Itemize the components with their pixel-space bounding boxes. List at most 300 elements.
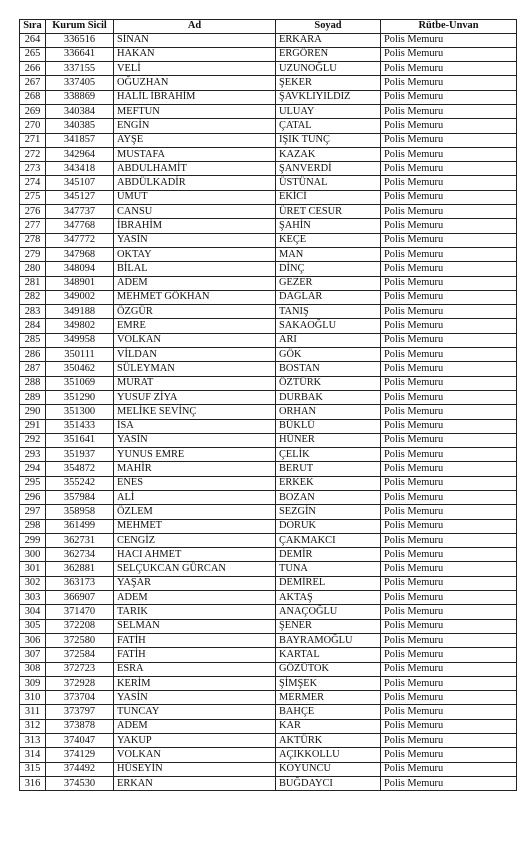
cell-rutbe-unvan: Polis Memuru xyxy=(381,548,517,562)
cell-sira: 270 xyxy=(20,119,46,133)
table-row xyxy=(20,776,517,790)
cell-rutbe-unvan: Polis Memuru xyxy=(381,662,517,676)
table-row xyxy=(20,533,517,547)
cell-sira: 316 xyxy=(20,776,46,790)
cell-soyad: BERUT xyxy=(276,462,381,476)
cell-kurum-sicil: 348901 xyxy=(46,276,114,290)
cell-kurum-sicil: 337405 xyxy=(46,76,114,90)
cell-sira: 286 xyxy=(20,348,46,362)
cell-kurum-sicil: 373878 xyxy=(46,719,114,733)
cell-ad: YUSUF ZİYA xyxy=(114,390,276,404)
cell-kurum-sicil: 336641 xyxy=(46,47,114,61)
table-row xyxy=(20,462,517,476)
cell-soyad: ARI xyxy=(276,333,381,347)
table-row xyxy=(20,476,517,490)
cell-kurum-sicil: 343418 xyxy=(46,162,114,176)
cell-kurum-sicil: 337155 xyxy=(46,62,114,76)
cell-sira: 300 xyxy=(20,548,46,562)
cell-soyad: ŞANVERDİ xyxy=(276,162,381,176)
cell-kurum-sicil: 349802 xyxy=(46,319,114,333)
cell-rutbe-unvan: Polis Memuru xyxy=(381,119,517,133)
cell-ad: YAŞAR xyxy=(114,576,276,590)
cell-soyad: BAHÇE xyxy=(276,705,381,719)
cell-soyad: BAYRAMOĞLU xyxy=(276,633,381,647)
cell-sira: 310 xyxy=(20,691,46,705)
cell-soyad: KARTAL xyxy=(276,648,381,662)
cell-soyad: MERMER xyxy=(276,691,381,705)
cell-sira: 275 xyxy=(20,190,46,204)
cell-sira: 280 xyxy=(20,262,46,276)
cell-soyad: ERGÖREN xyxy=(276,47,381,61)
table-row xyxy=(20,305,517,319)
cell-soyad: AKTAŞ xyxy=(276,591,381,605)
cell-rutbe-unvan: Polis Memuru xyxy=(381,462,517,476)
cell-kurum-sicil: 349958 xyxy=(46,333,114,347)
cell-soyad: ORHAN xyxy=(276,405,381,419)
cell-sira: 292 xyxy=(20,433,46,447)
cell-kurum-sicil: 354872 xyxy=(46,462,114,476)
cell-sira: 273 xyxy=(20,162,46,176)
cell-soyad: BUĞDAYCI xyxy=(276,776,381,790)
cell-rutbe-unvan: Polis Memuru xyxy=(381,519,517,533)
table-row xyxy=(20,748,517,762)
cell-rutbe-unvan: Polis Memuru xyxy=(381,305,517,319)
cell-ad: UMUT xyxy=(114,190,276,204)
cell-kurum-sicil: 373797 xyxy=(46,705,114,719)
cell-kurum-sicil: 347768 xyxy=(46,219,114,233)
table-row xyxy=(20,47,517,61)
cell-rutbe-unvan: Polis Memuru xyxy=(381,619,517,633)
cell-soyad: BOZAN xyxy=(276,491,381,505)
cell-ad: YUNUS EMRE xyxy=(114,448,276,462)
cell-rutbe-unvan: Polis Memuru xyxy=(381,247,517,261)
cell-rutbe-unvan: Polis Memuru xyxy=(381,348,517,362)
cell-sira: 272 xyxy=(20,147,46,161)
cell-rutbe-unvan: Polis Memuru xyxy=(381,433,517,447)
cell-rutbe-unvan: Polis Memuru xyxy=(381,33,517,47)
cell-rutbe-unvan: Polis Memuru xyxy=(381,734,517,748)
cell-ad: TUNCAY xyxy=(114,705,276,719)
cell-sira: 307 xyxy=(20,648,46,662)
cell-sira: 267 xyxy=(20,76,46,90)
header-soyad: Soyad xyxy=(276,20,381,34)
cell-sira: 266 xyxy=(20,62,46,76)
cell-ad: AYŞE xyxy=(114,133,276,147)
table-row xyxy=(20,691,517,705)
cell-rutbe-unvan: Polis Memuru xyxy=(381,190,517,204)
table-body xyxy=(20,33,517,791)
cell-kurum-sicil: 372723 xyxy=(46,662,114,676)
cell-soyad: ŞAHİN xyxy=(276,219,381,233)
cell-sira: 283 xyxy=(20,305,46,319)
cell-soyad: DEMİR xyxy=(276,548,381,562)
table-row xyxy=(20,147,517,161)
cell-soyad: AÇIKKOLLU xyxy=(276,748,381,762)
cell-ad: HACI AHMET xyxy=(114,548,276,562)
cell-soyad: DURBAK xyxy=(276,390,381,404)
cell-kurum-sicil: 350111 xyxy=(46,348,114,362)
cell-sira: 277 xyxy=(20,219,46,233)
cell-kurum-sicil: 345107 xyxy=(46,176,114,190)
cell-ad: FATİH xyxy=(114,648,276,662)
cell-sira: 288 xyxy=(20,376,46,390)
cell-ad: ALİ xyxy=(114,491,276,505)
cell-rutbe-unvan: Polis Memuru xyxy=(381,576,517,590)
cell-kurum-sicil: 351069 xyxy=(46,376,114,390)
cell-ad: SELÇUKCAN GÜRCAN xyxy=(114,562,276,576)
cell-kurum-sicil: 342964 xyxy=(46,147,114,161)
cell-rutbe-unvan: Polis Memuru xyxy=(381,405,517,419)
cell-kurum-sicil: 371470 xyxy=(46,605,114,619)
cell-rutbe-unvan: Polis Memuru xyxy=(381,205,517,219)
cell-kurum-sicil: 372584 xyxy=(46,648,114,662)
header-ad: Ad xyxy=(114,20,276,34)
table-row xyxy=(20,719,517,733)
cell-rutbe-unvan: Polis Memuru xyxy=(381,62,517,76)
cell-rutbe-unvan: Polis Memuru xyxy=(381,147,517,161)
cell-soyad: ÇAKMAKCI xyxy=(276,533,381,547)
cell-rutbe-unvan: Polis Memuru xyxy=(381,591,517,605)
cell-soyad: DEMİREL xyxy=(276,576,381,590)
cell-ad: YASİN xyxy=(114,691,276,705)
table-row xyxy=(20,619,517,633)
table-row xyxy=(20,119,517,133)
cell-kurum-sicil: 341857 xyxy=(46,133,114,147)
cell-sira: 290 xyxy=(20,405,46,419)
cell-ad: FATİH xyxy=(114,633,276,647)
cell-soyad: ŞENER xyxy=(276,619,381,633)
cell-soyad: DORUK xyxy=(276,519,381,533)
cell-ad: ENES xyxy=(114,476,276,490)
cell-ad: VELİ xyxy=(114,62,276,76)
cell-soyad: ÜSTÜNAL xyxy=(276,176,381,190)
cell-ad: ÖZGÜR xyxy=(114,305,276,319)
cell-ad: SİNAN xyxy=(114,33,276,47)
cell-soyad: SEZGİN xyxy=(276,505,381,519)
cell-rutbe-unvan: Polis Memuru xyxy=(381,748,517,762)
cell-sira: 311 xyxy=(20,705,46,719)
cell-kurum-sicil: 374047 xyxy=(46,734,114,748)
table-row xyxy=(20,562,517,576)
cell-ad: İBRAHİM xyxy=(114,219,276,233)
cell-rutbe-unvan: Polis Memuru xyxy=(381,719,517,733)
cell-sira: 312 xyxy=(20,719,46,733)
cell-kurum-sicil: 348094 xyxy=(46,262,114,276)
cell-soyad: HÜNER xyxy=(276,433,381,447)
table-row xyxy=(20,491,517,505)
cell-kurum-sicil: 362881 xyxy=(46,562,114,576)
cell-rutbe-unvan: Polis Memuru xyxy=(381,133,517,147)
cell-sira: 313 xyxy=(20,734,46,748)
cell-rutbe-unvan: Polis Memuru xyxy=(381,376,517,390)
cell-soyad: KOYUNCU xyxy=(276,762,381,776)
cell-soyad: ŞEKER xyxy=(276,76,381,90)
cell-kurum-sicil: 347737 xyxy=(46,205,114,219)
cell-rutbe-unvan: Polis Memuru xyxy=(381,491,517,505)
cell-ad: HAKAN xyxy=(114,47,276,61)
table-row xyxy=(20,247,517,261)
cell-rutbe-unvan: Polis Memuru xyxy=(381,262,517,276)
cell-ad: ADEM xyxy=(114,719,276,733)
cell-rutbe-unvan: Polis Memuru xyxy=(381,419,517,433)
cell-ad: CENGİZ xyxy=(114,533,276,547)
cell-rutbe-unvan: Polis Memuru xyxy=(381,691,517,705)
cell-soyad: ERKARA xyxy=(276,33,381,47)
cell-sira: 282 xyxy=(20,290,46,304)
cell-sira: 299 xyxy=(20,533,46,547)
cell-ad: VOLKAN xyxy=(114,748,276,762)
cell-sira: 314 xyxy=(20,748,46,762)
cell-ad: ABDULHAMİT xyxy=(114,162,276,176)
cell-soyad: MAN xyxy=(276,247,381,261)
cell-rutbe-unvan: Polis Memuru xyxy=(381,319,517,333)
cell-soyad: DİNÇ xyxy=(276,262,381,276)
cell-rutbe-unvan: Polis Memuru xyxy=(381,605,517,619)
cell-soyad: SAKAOĞLU xyxy=(276,319,381,333)
table-row xyxy=(20,90,517,104)
cell-rutbe-unvan: Polis Memuru xyxy=(381,676,517,690)
table-row xyxy=(20,419,517,433)
cell-soyad: TANIŞ xyxy=(276,305,381,319)
cell-ad: TARIK xyxy=(114,605,276,619)
cell-rutbe-unvan: Polis Memuru xyxy=(381,562,517,576)
cell-rutbe-unvan: Polis Memuru xyxy=(381,505,517,519)
cell-ad: ENGİN xyxy=(114,119,276,133)
cell-ad: MUSTAFA xyxy=(114,147,276,161)
cell-soyad: DAĞLAR xyxy=(276,290,381,304)
table-row xyxy=(20,376,517,390)
cell-sira: 308 xyxy=(20,662,46,676)
cell-kurum-sicil: 372580 xyxy=(46,633,114,647)
cell-sira: 295 xyxy=(20,476,46,490)
cell-soyad: GÖZÜTOK xyxy=(276,662,381,676)
table-row xyxy=(20,548,517,562)
table-row xyxy=(20,605,517,619)
table-row xyxy=(20,319,517,333)
cell-ad: BİLAL xyxy=(114,262,276,276)
cell-ad: KERİM xyxy=(114,676,276,690)
cell-ad: MEHMET xyxy=(114,519,276,533)
cell-soyad: ANAÇOĞLU xyxy=(276,605,381,619)
cell-ad: SELMAN xyxy=(114,619,276,633)
cell-sira: 269 xyxy=(20,104,46,118)
cell-kurum-sicil: 358958 xyxy=(46,505,114,519)
table-row xyxy=(20,233,517,247)
cell-rutbe-unvan: Polis Memuru xyxy=(381,90,517,104)
cell-sira: 304 xyxy=(20,605,46,619)
cell-sira: 309 xyxy=(20,676,46,690)
cell-ad: YASİN xyxy=(114,433,276,447)
cell-kurum-sicil: 340385 xyxy=(46,119,114,133)
cell-ad: ERKAN xyxy=(114,776,276,790)
cell-soyad: UZUNOĞLU xyxy=(276,62,381,76)
table-row xyxy=(20,633,517,647)
cell-sira: 306 xyxy=(20,633,46,647)
cell-soyad: ÖZTÜRK xyxy=(276,376,381,390)
cell-kurum-sicil: 373704 xyxy=(46,691,114,705)
cell-sira: 298 xyxy=(20,519,46,533)
cell-kurum-sicil: 366907 xyxy=(46,591,114,605)
cell-soyad: ULUAY xyxy=(276,104,381,118)
cell-sira: 285 xyxy=(20,333,46,347)
cell-rutbe-unvan: Polis Memuru xyxy=(381,476,517,490)
cell-ad: HÜSEYİN xyxy=(114,762,276,776)
cell-rutbe-unvan: Polis Memuru xyxy=(381,776,517,790)
cell-kurum-sicil: 363173 xyxy=(46,576,114,590)
cell-rutbe-unvan: Polis Memuru xyxy=(381,362,517,376)
cell-kurum-sicil: 374492 xyxy=(46,762,114,776)
cell-rutbe-unvan: Polis Memuru xyxy=(381,162,517,176)
cell-soyad: TUNA xyxy=(276,562,381,576)
cell-sira: 291 xyxy=(20,419,46,433)
cell-soyad: ŞAVKLIYILDIZ xyxy=(276,90,381,104)
cell-sira: 271 xyxy=(20,133,46,147)
table-row xyxy=(20,519,517,533)
cell-sira: 278 xyxy=(20,233,46,247)
cell-sira: 287 xyxy=(20,362,46,376)
cell-soyad: EKİCİ xyxy=(276,190,381,204)
cell-ad: MELİKE SEVİNÇ xyxy=(114,405,276,419)
table-row xyxy=(20,62,517,76)
cell-soyad: ÜRET CESUR xyxy=(276,205,381,219)
cell-sira: 294 xyxy=(20,462,46,476)
cell-kurum-sicil: 336516 xyxy=(46,33,114,47)
header-rutbe-unvan: Rütbe-Unvan xyxy=(381,20,517,34)
cell-sira: 289 xyxy=(20,390,46,404)
table-row xyxy=(20,591,517,605)
cell-kurum-sicil: 351433 xyxy=(46,419,114,433)
cell-kurum-sicil: 349188 xyxy=(46,305,114,319)
cell-kurum-sicil: 340384 xyxy=(46,104,114,118)
cell-kurum-sicil: 357984 xyxy=(46,491,114,505)
cell-ad: OKTAY xyxy=(114,247,276,261)
cell-ad: ADEM xyxy=(114,591,276,605)
cell-ad: ESRA xyxy=(114,662,276,676)
cell-ad: İSA xyxy=(114,419,276,433)
cell-sira: 264 xyxy=(20,33,46,47)
cell-ad: CANSU xyxy=(114,205,276,219)
cell-sira: 303 xyxy=(20,591,46,605)
cell-kurum-sicil: 351937 xyxy=(46,448,114,462)
cell-kurum-sicil: 362734 xyxy=(46,548,114,562)
cell-rutbe-unvan: Polis Memuru xyxy=(381,648,517,662)
table-row xyxy=(20,162,517,176)
cell-rutbe-unvan: Polis Memuru xyxy=(381,233,517,247)
table-row xyxy=(20,433,517,447)
cell-sira: 293 xyxy=(20,448,46,462)
cell-soyad: GÖK xyxy=(276,348,381,362)
header-kurum-sicil: Kurum Sicil xyxy=(46,20,114,34)
cell-sira: 276 xyxy=(20,205,46,219)
cell-sira: 274 xyxy=(20,176,46,190)
table-row xyxy=(20,390,517,404)
cell-soyad: KAR xyxy=(276,719,381,733)
cell-kurum-sicil: 361499 xyxy=(46,519,114,533)
cell-ad: OĞUZHAN xyxy=(114,76,276,90)
cell-rutbe-unvan: Polis Memuru xyxy=(381,76,517,90)
cell-sira: 265 xyxy=(20,47,46,61)
cell-soyad: ÇATAL xyxy=(276,119,381,133)
table-row xyxy=(20,348,517,362)
cell-kurum-sicil: 355242 xyxy=(46,476,114,490)
cell-kurum-sicil: 351300 xyxy=(46,405,114,419)
table-row xyxy=(20,448,517,462)
cell-ad: HALİL İBRAHİM xyxy=(114,90,276,104)
cell-rutbe-unvan: Polis Memuru xyxy=(381,104,517,118)
cell-rutbe-unvan: Polis Memuru xyxy=(381,533,517,547)
cell-sira: 284 xyxy=(20,319,46,333)
cell-ad: MURAT xyxy=(114,376,276,390)
cell-sira: 279 xyxy=(20,247,46,261)
table-row xyxy=(20,176,517,190)
cell-soyad: KEÇE xyxy=(276,233,381,247)
cell-rutbe-unvan: Polis Memuru xyxy=(381,762,517,776)
cell-soyad: IŞIK TUNÇ xyxy=(276,133,381,147)
cell-sira: 315 xyxy=(20,762,46,776)
cell-kurum-sicil: 372928 xyxy=(46,676,114,690)
header-sira: Sıra xyxy=(20,20,46,34)
cell-rutbe-unvan: Polis Memuru xyxy=(381,219,517,233)
cell-ad: EMRE xyxy=(114,319,276,333)
table-row xyxy=(20,276,517,290)
table-row xyxy=(20,405,517,419)
table-row xyxy=(20,576,517,590)
cell-sira: 305 xyxy=(20,619,46,633)
table-row xyxy=(20,333,517,347)
cell-soyad: BÜKLÜ xyxy=(276,419,381,433)
cell-sira: 297 xyxy=(20,505,46,519)
personnel-table xyxy=(19,19,517,791)
table-row xyxy=(20,505,517,519)
cell-rutbe-unvan: Polis Memuru xyxy=(381,176,517,190)
cell-ad: VOLKAN xyxy=(114,333,276,347)
table-row xyxy=(20,705,517,719)
table-row xyxy=(20,205,517,219)
cell-ad: ABDÜLKADİR xyxy=(114,176,276,190)
cell-kurum-sicil: 338869 xyxy=(46,90,114,104)
header-row xyxy=(20,20,517,34)
table-row xyxy=(20,762,517,776)
table-row xyxy=(20,190,517,204)
cell-soyad: KAZAK xyxy=(276,147,381,161)
cell-ad: ADEM xyxy=(114,276,276,290)
table-row xyxy=(20,133,517,147)
cell-rutbe-unvan: Polis Memuru xyxy=(381,276,517,290)
table-row xyxy=(20,676,517,690)
table-row xyxy=(20,104,517,118)
cell-rutbe-unvan: Polis Memuru xyxy=(381,705,517,719)
cell-rutbe-unvan: Polis Memuru xyxy=(381,448,517,462)
table-row xyxy=(20,290,517,304)
cell-ad: MEHMET GÖKHAN xyxy=(114,290,276,304)
table-row xyxy=(20,262,517,276)
cell-kurum-sicil: 362731 xyxy=(46,533,114,547)
cell-kurum-sicil: 351641 xyxy=(46,433,114,447)
cell-soyad: ERKEK xyxy=(276,476,381,490)
cell-rutbe-unvan: Polis Memuru xyxy=(381,390,517,404)
cell-kurum-sicil: 374530 xyxy=(46,776,114,790)
cell-soyad: AKTÜRK xyxy=(276,734,381,748)
cell-sira: 268 xyxy=(20,90,46,104)
cell-rutbe-unvan: Polis Memuru xyxy=(381,47,517,61)
cell-rutbe-unvan: Polis Memuru xyxy=(381,333,517,347)
cell-ad: SÜLEYMAN xyxy=(114,362,276,376)
table-row xyxy=(20,33,517,47)
cell-sira: 301 xyxy=(20,562,46,576)
table-row xyxy=(20,648,517,662)
table-row xyxy=(20,76,517,90)
cell-soyad: BOSTAN xyxy=(276,362,381,376)
